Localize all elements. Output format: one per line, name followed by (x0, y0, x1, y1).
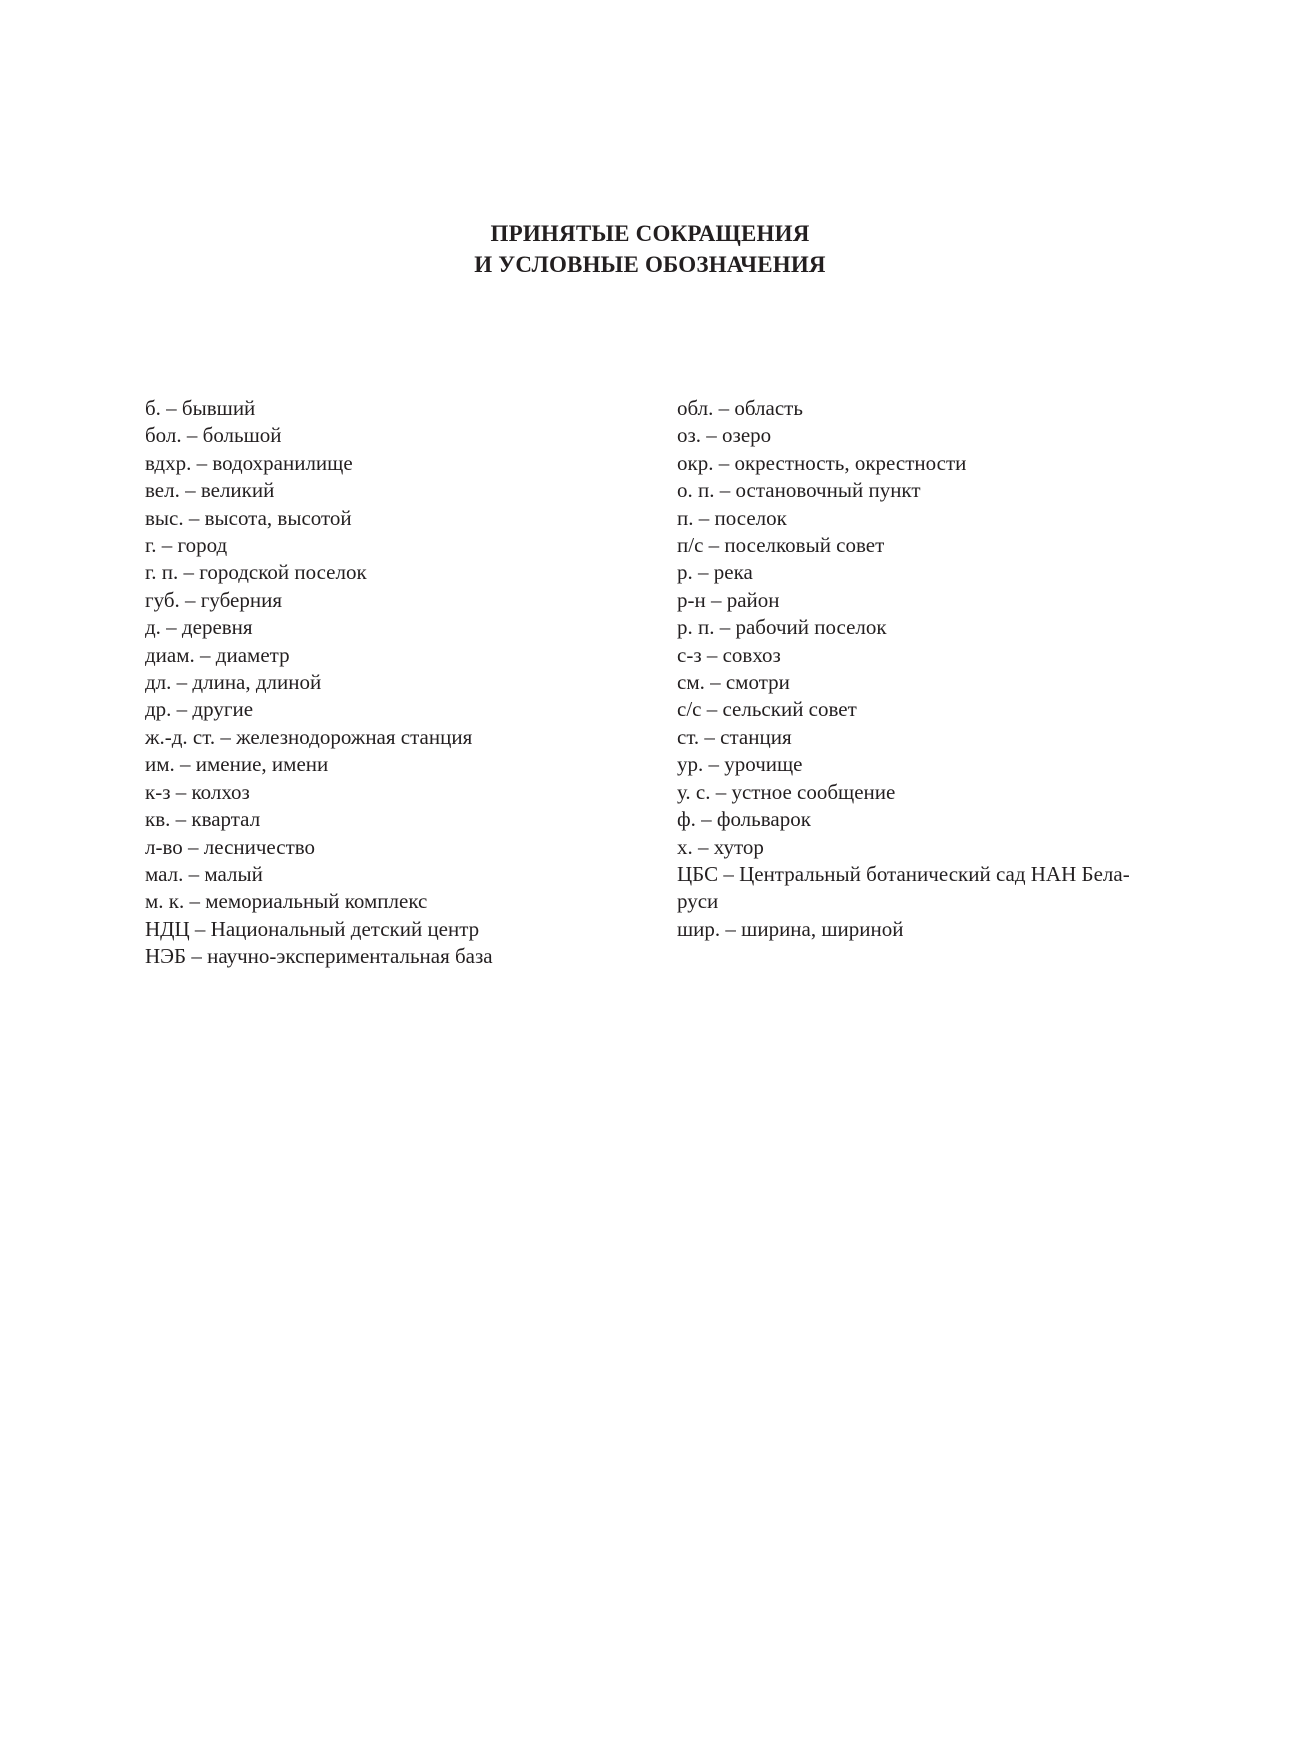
abbreviation-entry: м. к. – мемориальный комплекс (145, 889, 428, 914)
abbreviation-entry: к-з – колхоз (145, 779, 250, 804)
abbreviation-entry: оз. – озеро (677, 423, 772, 448)
abbreviation-entry: с/с – сельский совет (677, 697, 857, 722)
abbreviation-entry: ст. – станция (677, 724, 792, 749)
abbreviation-entry: окр. – окрестность, окрестности (677, 450, 967, 475)
abbreviation-entry: р. п. – рабочий поселок (677, 615, 887, 640)
abbreviation-entry: им. – имение, имени (145, 752, 329, 777)
page-title (0, 218, 1300, 280)
abbreviation-entry: губ. – губерния (145, 587, 282, 612)
abbreviation-entry: р-н – район (677, 587, 780, 612)
title-line-2: И УСЛОВНЫЕ ОБОЗНАЧЕНИЯ (474, 252, 826, 277)
abbreviation-entry: г. п. – городской поселок (145, 560, 367, 585)
abbreviation-entry: х. – хутор (677, 834, 764, 859)
abbreviation-entry: бол. – большой (145, 423, 282, 448)
abbreviation-entry: мал. – малый (145, 861, 263, 886)
abbreviation-entry: диам. – диаметр (145, 642, 290, 667)
abbreviation-entry: л-во – лесничество (145, 834, 316, 859)
abbreviation-entry: р. – река (677, 560, 753, 585)
abbreviation-entry: ф. – фольварок (677, 807, 811, 832)
abbreviation-entry: вдхр. – водохранилище (145, 450, 353, 475)
title-line-1: ПРИНЯТЫЕ СОКРАЩЕНИЯ (490, 221, 810, 246)
abbreviation-entry: б. – бывший (145, 396, 256, 420)
abbreviation-entry: выс. – высота, высотой (145, 505, 352, 530)
abbreviation-entry: у. с. – устное сообщение (677, 779, 896, 804)
abbreviation-entry: др. – другие (145, 697, 254, 722)
abbreviation-entry: п/с – поселковый совет (677, 533, 885, 558)
abbreviation-entry: ЦБС – Центральный ботанический сад НАН Бела- (677, 861, 1130, 886)
abbreviation-entry: ж.-д. ст. – железнодорожная станция (145, 724, 473, 749)
abbreviation-entry: ур. – урочище (677, 752, 803, 777)
abbreviation-entry: см. – смотри (677, 670, 790, 695)
abbreviation-entry: с-з – совхоз (677, 642, 781, 667)
abbreviation-entry: обл. – область (677, 396, 803, 420)
abbreviation-entry: вел. – великий (145, 478, 275, 503)
abbreviation-entry-continuation: руси (677, 889, 719, 914)
abbreviation-entry: дл. – длина, длиной (145, 670, 322, 695)
abbreviation-entry: НДЦ – Национальный детский центр (145, 916, 480, 941)
abbreviations-left-column (145, 395, 585, 971)
abbreviation-entry: шир. – ширина, шириной (677, 916, 904, 941)
abbreviation-entry: п. – поселок (677, 505, 787, 530)
abbreviation-entry: г. – город (145, 533, 228, 558)
abbreviation-entry: о. п. – остановочный пункт (677, 478, 921, 503)
abbreviation-entry: кв. – квартал (145, 807, 261, 832)
abbreviation-entry: НЭБ – научно-экспериментальная база (145, 944, 493, 969)
abbreviations-right-column (677, 395, 1197, 943)
abbreviation-entry: д. – деревня (145, 615, 253, 640)
